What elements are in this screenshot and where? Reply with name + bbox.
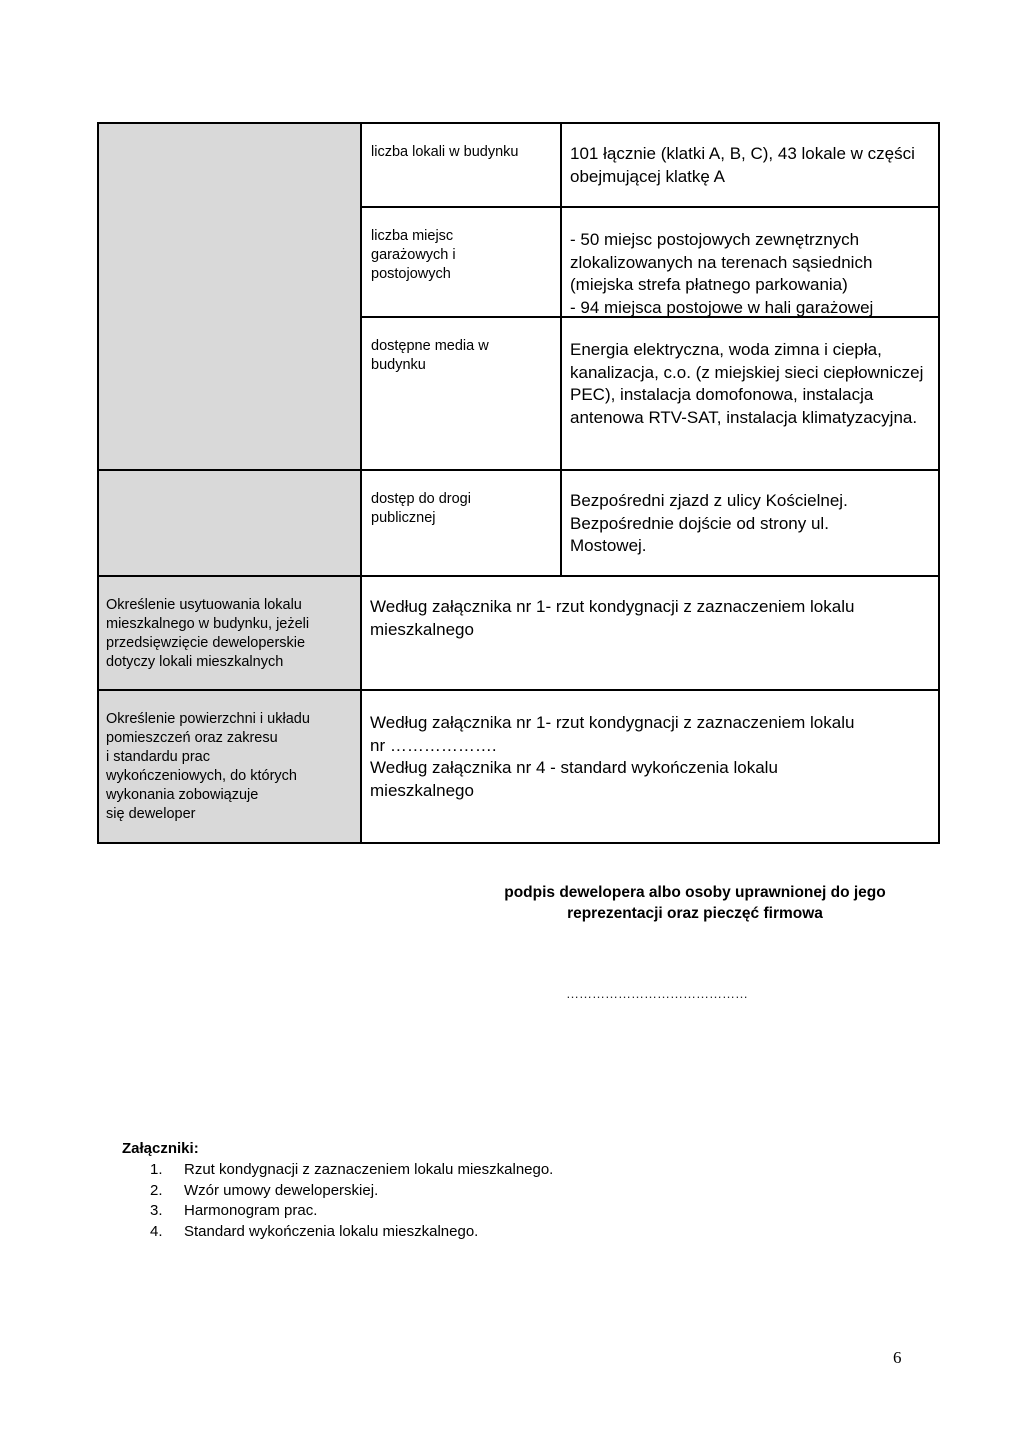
label-parking-spaces: liczba miejsc garażowych i postojowych bbox=[371, 228, 456, 282]
list-item bbox=[150, 1222, 553, 1243]
gray-cell-access bbox=[97, 470, 362, 576]
list-item-number: 3. bbox=[150, 1202, 163, 1219]
value-area-and-finishing-scope bbox=[370, 712, 930, 802]
table-border-left bbox=[97, 122, 99, 844]
developer-info-table bbox=[97, 122, 940, 844]
list-item-text: Harmonogram prac. bbox=[184, 1202, 318, 1219]
label-available-utilities: dostępne media w budynku bbox=[371, 338, 489, 373]
label-unit-location: Określenie usytuowania lokalu mieszkalnego w budynku, jeżeli przedsięwzięcie deweloperskie dotyczy lokali mieszkalnych bbox=[106, 597, 310, 670]
list-item-number: 2. bbox=[150, 1181, 163, 1199]
gray-cell-merged-top bbox=[97, 122, 362, 470]
signature-caption: podpis dewelopera albo osoby uprawnionej do jego reprezentacji oraz pieczęć firmowa bbox=[504, 884, 886, 922]
list-item-number: 4. bbox=[150, 1222, 163, 1240]
list-item-text: Standard wykończenia lokalu mieszkalnego. bbox=[184, 1222, 479, 1240]
table-divider-first-col bbox=[360, 122, 362, 844]
table-divider-second-col bbox=[560, 122, 562, 576]
table-border-top bbox=[97, 122, 940, 124]
value-unit-location: Według załącznika nr 1- rzut kondygnacji z zaznaczeniem lokalu mieszkalnego bbox=[370, 597, 855, 639]
value-parking-spaces bbox=[570, 229, 935, 319]
parking-line-3: (miejska strefa płatnego parkowania) bbox=[570, 275, 848, 294]
list-item bbox=[150, 1160, 553, 1181]
list-item-number: 1. bbox=[150, 1161, 163, 1178]
row-line-4 bbox=[97, 575, 940, 577]
label-public-road-access: dostęp do drogi publicznej bbox=[371, 491, 471, 526]
signature-dotted-line: …………………………………… bbox=[566, 986, 748, 1001]
row-line-3 bbox=[97, 469, 940, 471]
area-value-line-1: Według załącznika nr 1- rzut kondygnacji z zaznaczeniem lokalu bbox=[370, 713, 855, 732]
list-item bbox=[150, 1181, 553, 1202]
area-value-line-3: Według załącznika nr 4 - standard wykończenia lokalu mieszkalnego bbox=[370, 758, 778, 800]
value-number-of-units: 101 łącznie (klatki A, B, C), 43 lokale w części obejmującej klatkę A bbox=[570, 144, 915, 186]
area-label-line-2: pomieszczeń oraz zakresu bbox=[106, 730, 278, 746]
parking-line-2: zlokalizowanych na terenach sąsiednich bbox=[570, 252, 873, 272]
area-label-line-6: się deweloper bbox=[106, 806, 196, 822]
page-number: 6 bbox=[893, 1348, 902, 1367]
area-value-line-2: nr ………………. bbox=[370, 735, 497, 755]
table-border-bottom bbox=[97, 842, 940, 844]
label-area-and-finishing-scope bbox=[106, 710, 351, 824]
value-public-road-access: Bezpośredni zjazd z ulicy Kościelnej. Bezpośrednie dojście od strony ul. Mostowej. bbox=[570, 491, 848, 555]
table-border-right bbox=[938, 122, 940, 844]
row-line-5 bbox=[97, 689, 940, 691]
attachments-title: Załączniki: bbox=[122, 1140, 199, 1157]
row-line-1 bbox=[360, 206, 940, 208]
area-label-line-3: i standardu prac bbox=[106, 749, 210, 765]
list-item-text: Wzór umowy deweloperskiej. bbox=[184, 1181, 379, 1199]
area-label-line-4: wykończeniowych, do których bbox=[106, 768, 297, 784]
area-label-line-5: wykonania zobowiązuje bbox=[106, 787, 259, 803]
value-available-utilities: Energia elektryczna, woda zimna i ciepła, kanalizacja, c.o. (z miejskiej sieci ciepłowniczej PEC), instalacja domofonowa, instalacja antenowa RTV-SAT, instalacja klimatyzacyjna. bbox=[570, 340, 924, 427]
attachments-list bbox=[150, 1160, 553, 1242]
parking-line-4: - 94 miejsca postojowe w hali garażowej bbox=[570, 297, 874, 317]
list-item-text: Rzut kondygnacji z zaznaczeniem lokalu mieszkalnego. bbox=[184, 1161, 554, 1178]
label-number-of-units: liczba lokali w budynku bbox=[371, 144, 519, 160]
list-item bbox=[150, 1201, 553, 1222]
parking-line-1: - 50 miejsc postojowych zewnętrznych bbox=[570, 230, 860, 249]
area-label-line-1: Określenie powierzchni i układu bbox=[106, 711, 310, 727]
